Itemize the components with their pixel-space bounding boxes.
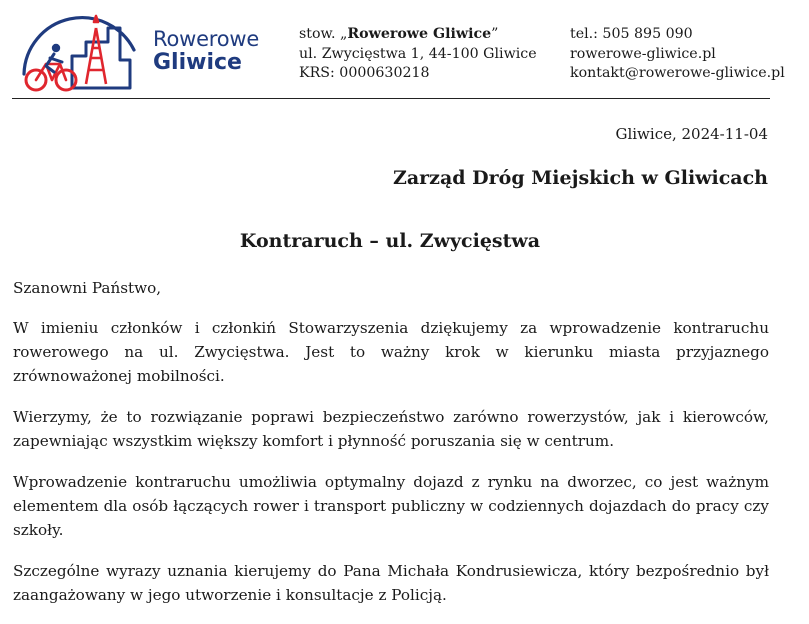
letter-paragraph-3: Wprowadzenie kontraruchu umożliwia optymalny dojazd z rynku na dworzec, co jest ważnym elementem dla osób łączących rower i transport publiczny w codziennych dojazdach do pracy czy szkoły. (13, 473, 769, 539)
letter-date: Gliwice, 2024-11-04 (615, 125, 768, 143)
letter-paragraph-2: Wierzymy, że to rozwiązanie poprawi bezpieczeństwo zarówno rowerzystów, jak i kierowców, zapewniając wszystkim większy komfort i płynność poruszania się w centrum. (13, 408, 769, 450)
letter-body (13, 276, 769, 624)
contact-info (570, 25, 785, 84)
letter-paragraph-1: W imieniu członków i członkiń Stowarzyszenia dziękujemy za wprowadzenie kontraruchu rowerowego na ul. Zwycięstwa. Jest to ważny krok w kierunku miasta przyjaznego zrównoważonej mobilności. (13, 319, 769, 385)
brand-line-2: Gliwice (153, 49, 242, 75)
logo-arc (24, 18, 134, 74)
header-divider (12, 98, 770, 99)
contact-website: rowerowe-gliwice.pl (570, 45, 716, 62)
org-name: Rowerowe Gliwice (347, 26, 492, 42)
logo-tower (86, 16, 106, 84)
contact-phone: tel.: 505 895 090 (570, 26, 693, 42)
organization-info (299, 25, 537, 84)
letter-salutation: Szanowni Państwo, (13, 279, 162, 297)
brand-wordmark (153, 28, 259, 74)
organization-name (299, 25, 537, 45)
organization-krs: KRS: 0000630218 (299, 65, 430, 81)
contact-email: kontakt@rowerowe-gliwice.pl (570, 65, 785, 81)
rowerowe-gliwice-logo (16, 12, 146, 98)
letter-recipient: Zarząd Dróg Miejskich w Gliwicach (392, 167, 768, 189)
logo-cyclist (26, 44, 76, 90)
letter-paragraph-4: Szczególne wyrazy uznania kierujemy do Pana Michała Kondrusiewicza, który bezpośrednio był zaangażowany w jego utworzenie i konsultacje z Policją. (13, 562, 769, 604)
org-name-suffix: ” (491, 26, 499, 42)
org-name-prefix: stow. „ (299, 26, 348, 42)
letter-subject: Kontraruch – ul. Zwycięstwa (239, 230, 541, 252)
brand-line-1: Rowerowe (153, 27, 260, 51)
organization-address: ul. Zwycięstwa 1, 44-100 Gliwice (299, 45, 537, 62)
